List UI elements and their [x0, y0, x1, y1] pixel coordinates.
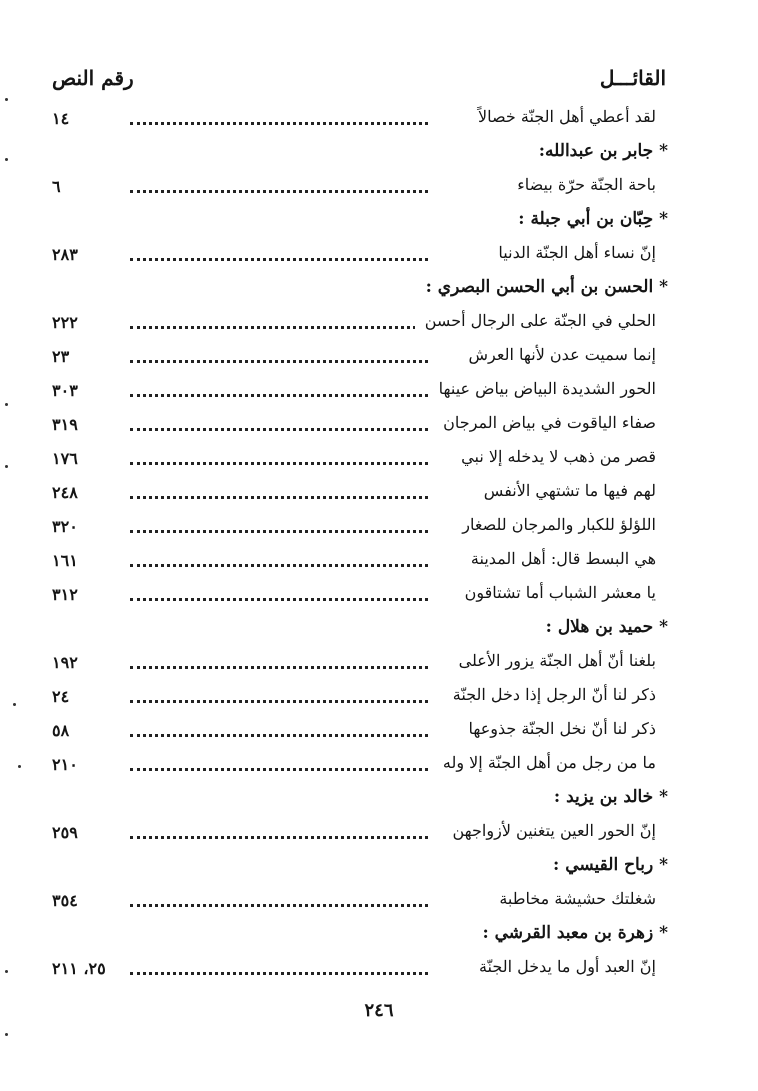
entry-text: صفاء الياقوت في بياض المرجان [433, 413, 656, 432]
speaker-line [472, 923, 668, 943]
speaker-heading [42, 273, 668, 307]
entry-row [42, 715, 668, 749]
dot-leader [130, 530, 428, 533]
speaker-name: رباح القيسي : [553, 855, 654, 875]
dot-leader [130, 462, 428, 465]
star-marker: * [659, 277, 668, 297]
margin-mark [5, 465, 8, 468]
entry-row [42, 647, 668, 681]
entry-row [42, 579, 668, 613]
entry-row [42, 953, 668, 987]
margin-mark [5, 1033, 8, 1036]
entry-row [42, 477, 668, 511]
text-number: ١٧٦ [52, 449, 78, 468]
entry-text: لقد أعطي أهل الجنّة خصالاً [468, 107, 656, 126]
dot-leader [130, 326, 428, 329]
dot-leader [130, 972, 428, 975]
speaker-name: جابر بن عبدالله: [538, 141, 654, 161]
star-marker: * [659, 787, 668, 807]
text-number: ٢٨٣ [52, 245, 78, 264]
entry-text: ذكر لنا أنّ الرجل إذا دخل الجنّة [443, 685, 656, 704]
text-number: ٥٨ [52, 721, 70, 740]
page-number: ٢٤٦ [364, 1000, 394, 1021]
star-marker: * [659, 209, 668, 229]
entry-row [42, 171, 668, 205]
entry-row [42, 545, 668, 579]
entry-row [42, 409, 668, 443]
text-number: ٢١٠ [52, 755, 78, 774]
entry-row [42, 103, 668, 137]
text-number: ٢٤٨ [52, 483, 78, 502]
text-number: ٢٢٢ [52, 313, 78, 332]
margin-mark [5, 158, 8, 161]
star-marker: * [659, 141, 668, 161]
entry-row [42, 817, 668, 851]
text-number: ١٩٢ [52, 653, 78, 672]
entry-row [42, 375, 668, 409]
index-list [42, 103, 668, 987]
entry-text: إنّ نساء أهل الجنّة الدنيا [488, 243, 656, 262]
text-number: ٣٢٠ [52, 517, 78, 536]
text-number: ٢٤ [52, 687, 70, 706]
text-number: ٢٣ [52, 347, 70, 366]
speaker-heading [42, 613, 668, 647]
dot-leader [130, 904, 428, 907]
margin-mark [5, 98, 8, 101]
entry-row [42, 307, 668, 341]
entry-row [42, 443, 668, 477]
entry-text: إنما سميت عدن لأنها العرش [459, 345, 656, 364]
dot-leader [130, 768, 428, 771]
dot-leader [130, 700, 428, 703]
text-number: ٣٥٤ [52, 891, 78, 910]
entry-row [42, 239, 668, 273]
text-number: ٢٥، ٢١١ [52, 959, 106, 978]
entry-text: ما من رجل من أهل الجنّة إلا وله [433, 753, 656, 772]
speaker-line [543, 855, 668, 875]
speaker-line [544, 787, 668, 807]
speaker-heading [42, 205, 668, 239]
dot-leader [130, 598, 428, 601]
margin-mark [13, 703, 16, 706]
speaker-heading [42, 137, 668, 171]
dot-leader [130, 360, 428, 363]
entry-text: قصر من ذهب لا يدخله إلا نبي [451, 447, 656, 466]
entry-text: هي البسط قال: أهل المدينة [461, 549, 656, 568]
dot-leader [130, 666, 428, 669]
dot-leader [130, 564, 428, 567]
speaker-line [536, 617, 668, 637]
text-number: ٦ [52, 177, 61, 196]
margin-mark [18, 765, 21, 768]
entry-text: يا معشر الشباب أما تشتاقون [455, 583, 656, 602]
entry-row [42, 511, 668, 545]
text-number: ٣١٩ [52, 415, 78, 434]
dot-leader [130, 836, 428, 839]
speaker-name: خالد بن يزيد : [553, 787, 654, 807]
text-number: ١٤ [52, 109, 70, 128]
speaker-column-heading: القائـــل [599, 66, 666, 90]
speaker-heading [42, 919, 668, 953]
speaker-heading [42, 783, 668, 817]
star-marker: * [659, 855, 668, 875]
speaker-heading [42, 851, 668, 885]
text-number: ٢٥٩ [52, 823, 78, 842]
speaker-name: زهرة بن معبد القرشي : [482, 923, 654, 943]
entry-row [42, 749, 668, 783]
text-number: ١٦١ [52, 551, 78, 570]
speaker-name: حِبّان بن أبي جبلة : [518, 209, 654, 229]
entry-text: باحة الجنّة حرّة بيضاء [507, 175, 656, 194]
dot-leader [130, 428, 428, 431]
entry-row [42, 885, 668, 919]
speaker-name: الحسن بن أبي الحسن البصري : [425, 277, 654, 297]
entry-text: الحور الشديدة البياض بياض عينها [429, 379, 656, 398]
entry-text: الحلي في الجنّة على الرجال أحسن [415, 311, 656, 330]
dot-leader [130, 496, 428, 499]
dot-leader [130, 190, 428, 193]
entry-text: اللؤلؤ للكبار والمرجان للصغار [452, 515, 656, 534]
speaker-line [529, 141, 668, 161]
speaker-line [416, 277, 668, 297]
entry-text: بلغنا أنّ أهل الجنّة يزور الأعلى [449, 651, 656, 670]
text-number: ٣٠٣ [52, 381, 78, 400]
entry-row [42, 681, 668, 715]
text-number: ٣١٢ [52, 585, 78, 604]
star-marker: * [659, 617, 668, 637]
entry-text: ذكر لنا أنّ نخل الجنّة جذوعها [458, 719, 656, 738]
dot-leader [130, 734, 428, 737]
dot-leader [130, 258, 428, 261]
entry-row [42, 341, 668, 375]
entry-text: إنّ الحور العين يتغنين لأزواجهن [442, 821, 656, 840]
star-marker: * [659, 923, 668, 943]
margin-mark [5, 403, 8, 406]
speaker-name: حميد بن هلال : [545, 617, 654, 637]
entry-text: إنّ العبد أول ما يدخل الجنّة [469, 957, 656, 976]
entry-text: لهم فيها ما تشتهي الأنفس [474, 481, 656, 500]
dot-leader [130, 394, 428, 397]
text-number-column-heading: رقم النص [52, 66, 134, 90]
speaker-line [508, 209, 668, 229]
entry-text: شغلتك حشيشة مخاطبة [489, 889, 656, 908]
margin-mark [5, 970, 8, 973]
dot-leader [130, 122, 428, 125]
